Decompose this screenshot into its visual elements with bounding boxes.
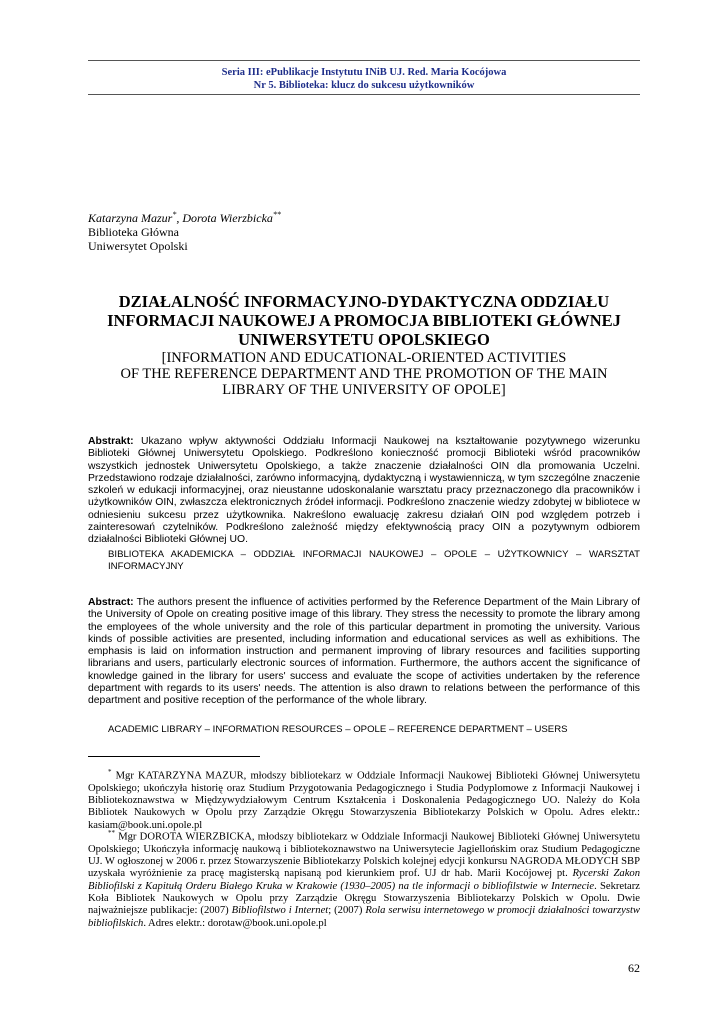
author-1-footnote-mark: * xyxy=(172,210,177,219)
abstract-polish-text: Ukazano wpływ aktywności Oddziału Informacji Naukowej na kształtowanie pozytywnego wizerunku Biblioteki Głównej Uniwersytetu Opolskiego. Podkreślono konieczność promocji Biblioteki wśród pracowników wszystkich jednostek Uniwersytetu Opolskiego, a także znaczenie działalności OIN dla promowania Uczelni. Przedstawiono rodzaje działalności, zarówno informacyjną, dydaktyczną i wystawienniczą, w tym szczególne znaczenie szkoleń w edukacji informacyjnej, oraz nieustanne udoskonalanie warsztatu pracy przeznaczonego dla pracowników i użytkowników OIN, zwłaszcza elektronicznych źródeł informacji. Podkreślono znaczenie wiedzy zdobytej w bibliotece w odniesieniu sukcesu przez użytkownika. Nakreślono ewaluację zakresu działań OIN pod względem potrzeb i zainteresowań czytelników. Podkreślono zależność między efektywnością pracy OIN a pozytywnym odbiorem działalności Biblioteki Głównej UO. xyxy=(88,436,640,546)
footnote-2-text-d: . Adres elektr.: dorotaw@book.uni.opole.pl xyxy=(143,917,327,929)
abstract-english-text: The authors present the influence of activities performed by the Reference Department of the Main Library of the University of Opole on creating positive image of this library. They stress the necessity to promote the library among the employees of the whole university and the role of this particular department in promoting the university. Various kinds of possible activities are presented, including information and educational services as well as exhibitions. The emphasis is laid on information instruction and permanent improving of library resources and facilities supporting librarians and users, particularly electronic sources of information. Furthermore, the authors accent the significance of knowledge gained in the library for users' success and evaluate the scope of activities undertaken by the reference department with regards to its users' needs. The attention is also drawn to relations between the performance of this department and positive reception of the performance of the whole library. xyxy=(88,597,640,707)
author-separator: , xyxy=(176,211,183,225)
footnote-author-2 xyxy=(88,827,640,930)
footnote-1-mark: * xyxy=(108,768,112,776)
abstract-english-label: Abstract: xyxy=(88,597,134,608)
header-series: Seria III: ePublikacje Instytutu INiB UJ. Red. Maria Kocójowa xyxy=(221,67,507,78)
page-number: 62 xyxy=(628,961,640,975)
author-block xyxy=(88,208,281,253)
abstract-english xyxy=(88,597,640,708)
footnote-2-text-c: ; (2007) xyxy=(328,905,366,917)
header-bottom-rule xyxy=(88,94,640,95)
keywords-polish: BIBLIOTEKA AKADEMICKA – ODDZIAŁ INFORMACJI NAUKOWEJ – OPOLE – UŻYTKOWNICY – WARSZTAT INFORMACYJNY xyxy=(108,549,640,572)
affiliation-university: Uniwersytet Opolski xyxy=(88,239,188,253)
title-line-1: DZIAŁALNOŚĆ INFORMACYJNO-DYDAKTYCZNA ODDZIAŁU xyxy=(118,292,610,311)
footnote-2-text-b: . Sekretarz Koła Bibliotek Naukowych w Opolu przy Zarządzie Okręgu Stowarzyszenia Bibliotekarzy Polskich w Opolu. Dwie najważniejsze publikacje: (2007) xyxy=(88,880,640,917)
author-2: Dorota Wierzbicka xyxy=(182,211,273,225)
title-line-2: INFORMACJI NAUKOWEJ A PROMOCJA BIBLIOTEKI GŁÓWNEJ xyxy=(107,311,621,330)
footnote-2-title-a: Rycerski Zakon Bibliofilski z Kapitułą Orderu Białego Kruka w Krakowie (1930–2005) na tle informacji o bibliofilstwie w Internecie xyxy=(88,868,640,892)
header-issue: Nr 5. Biblioteka: klucz do sukcesu użytkowników xyxy=(253,80,475,91)
footnote-1-text: Mgr KATARZYNA MAZUR, młodszy bibliotekarz w Oddziale Informacji Naukowej Biblioteki Głównej Uniwersytetu Opolskiego; ukończyła historię oraz Studium Przygotowania Pedagogicznego i Studia Podyplomowe z Informacji Naukowej i Bibliotekoznawstwa w Międzywydziałowym Centrum Kształcenia i Doskonalenia Pedagogicznego UO. Należy do Koła Bibliotek Naukowych w Opolu przy Zarządzie Okręgu Stowarzyszenia Bibliotekarzy Polskich w Opolu. Adres elektr.: kasiam@book.uni.opole.pl xyxy=(88,770,640,831)
header-top-rule xyxy=(88,60,640,61)
footnote-2-mark: ** xyxy=(108,829,115,837)
subtitle-line-2: OF THE REFERENCE DEPARTMENT AND THE PROMOTION OF THE MAIN xyxy=(120,366,608,382)
abstract-polish-label: Abstrakt: xyxy=(88,436,134,447)
subtitle-line-1: [INFORMATION AND EDUCATIONAL-ORIENTED ACTIVITIES xyxy=(161,350,567,366)
footnote-author-1 xyxy=(88,766,640,832)
affiliation-library: Biblioteka Główna xyxy=(88,225,179,239)
subtitle-line-3: LIBRARY OF THE UNIVERSITY OF OPOLE] xyxy=(222,382,506,398)
paper-title xyxy=(88,292,640,349)
author-1: Katarzyna Mazur xyxy=(88,211,173,225)
footnote-2-title-c: Rola serwisu internetowego w promocji działalności towarzystw bibliofilskich xyxy=(88,905,640,929)
footnote-separator xyxy=(88,756,260,757)
running-header xyxy=(88,66,640,92)
title-line-3: UNIWERSYTETU OPOLSKIEGO xyxy=(238,330,490,349)
keywords-english: ACADEMIC LIBRARY – INFORMATION RESOURCES – OPOLE – REFERENCE DEPARTMENT – USERS xyxy=(108,724,568,735)
footnote-2-text-a: Mgr DOROTA WIERZBICKA, młodszy bibliotekarz w Oddziale Informacji Naukowej Biblioteki Głównej Uniwersytetu Opolskiego; Ukończyła informację naukową i bibliotekoznawstwo na Uniwersytecie Jagiellońskim oraz Studium Pedagogiczne UJ. W ogłoszonej w 2006 r. przez Stowarzyszenie Bibliotekarzy Polskich kolejnej edycji konkursu NAGRODA MŁODYCH SBP uzyskała wyróżnienie za pracę magisterską napisaną pod kierunkiem prof. UJ dr hab. Marii Kocójowej pt. xyxy=(88,831,640,880)
abstract-polish xyxy=(88,436,640,547)
author-names xyxy=(88,208,281,225)
footnote-2-title-b: Bibliofilstwo i Internet xyxy=(231,905,329,917)
paper-title-english xyxy=(88,350,640,398)
author-2-footnote-mark: ** xyxy=(272,210,281,219)
